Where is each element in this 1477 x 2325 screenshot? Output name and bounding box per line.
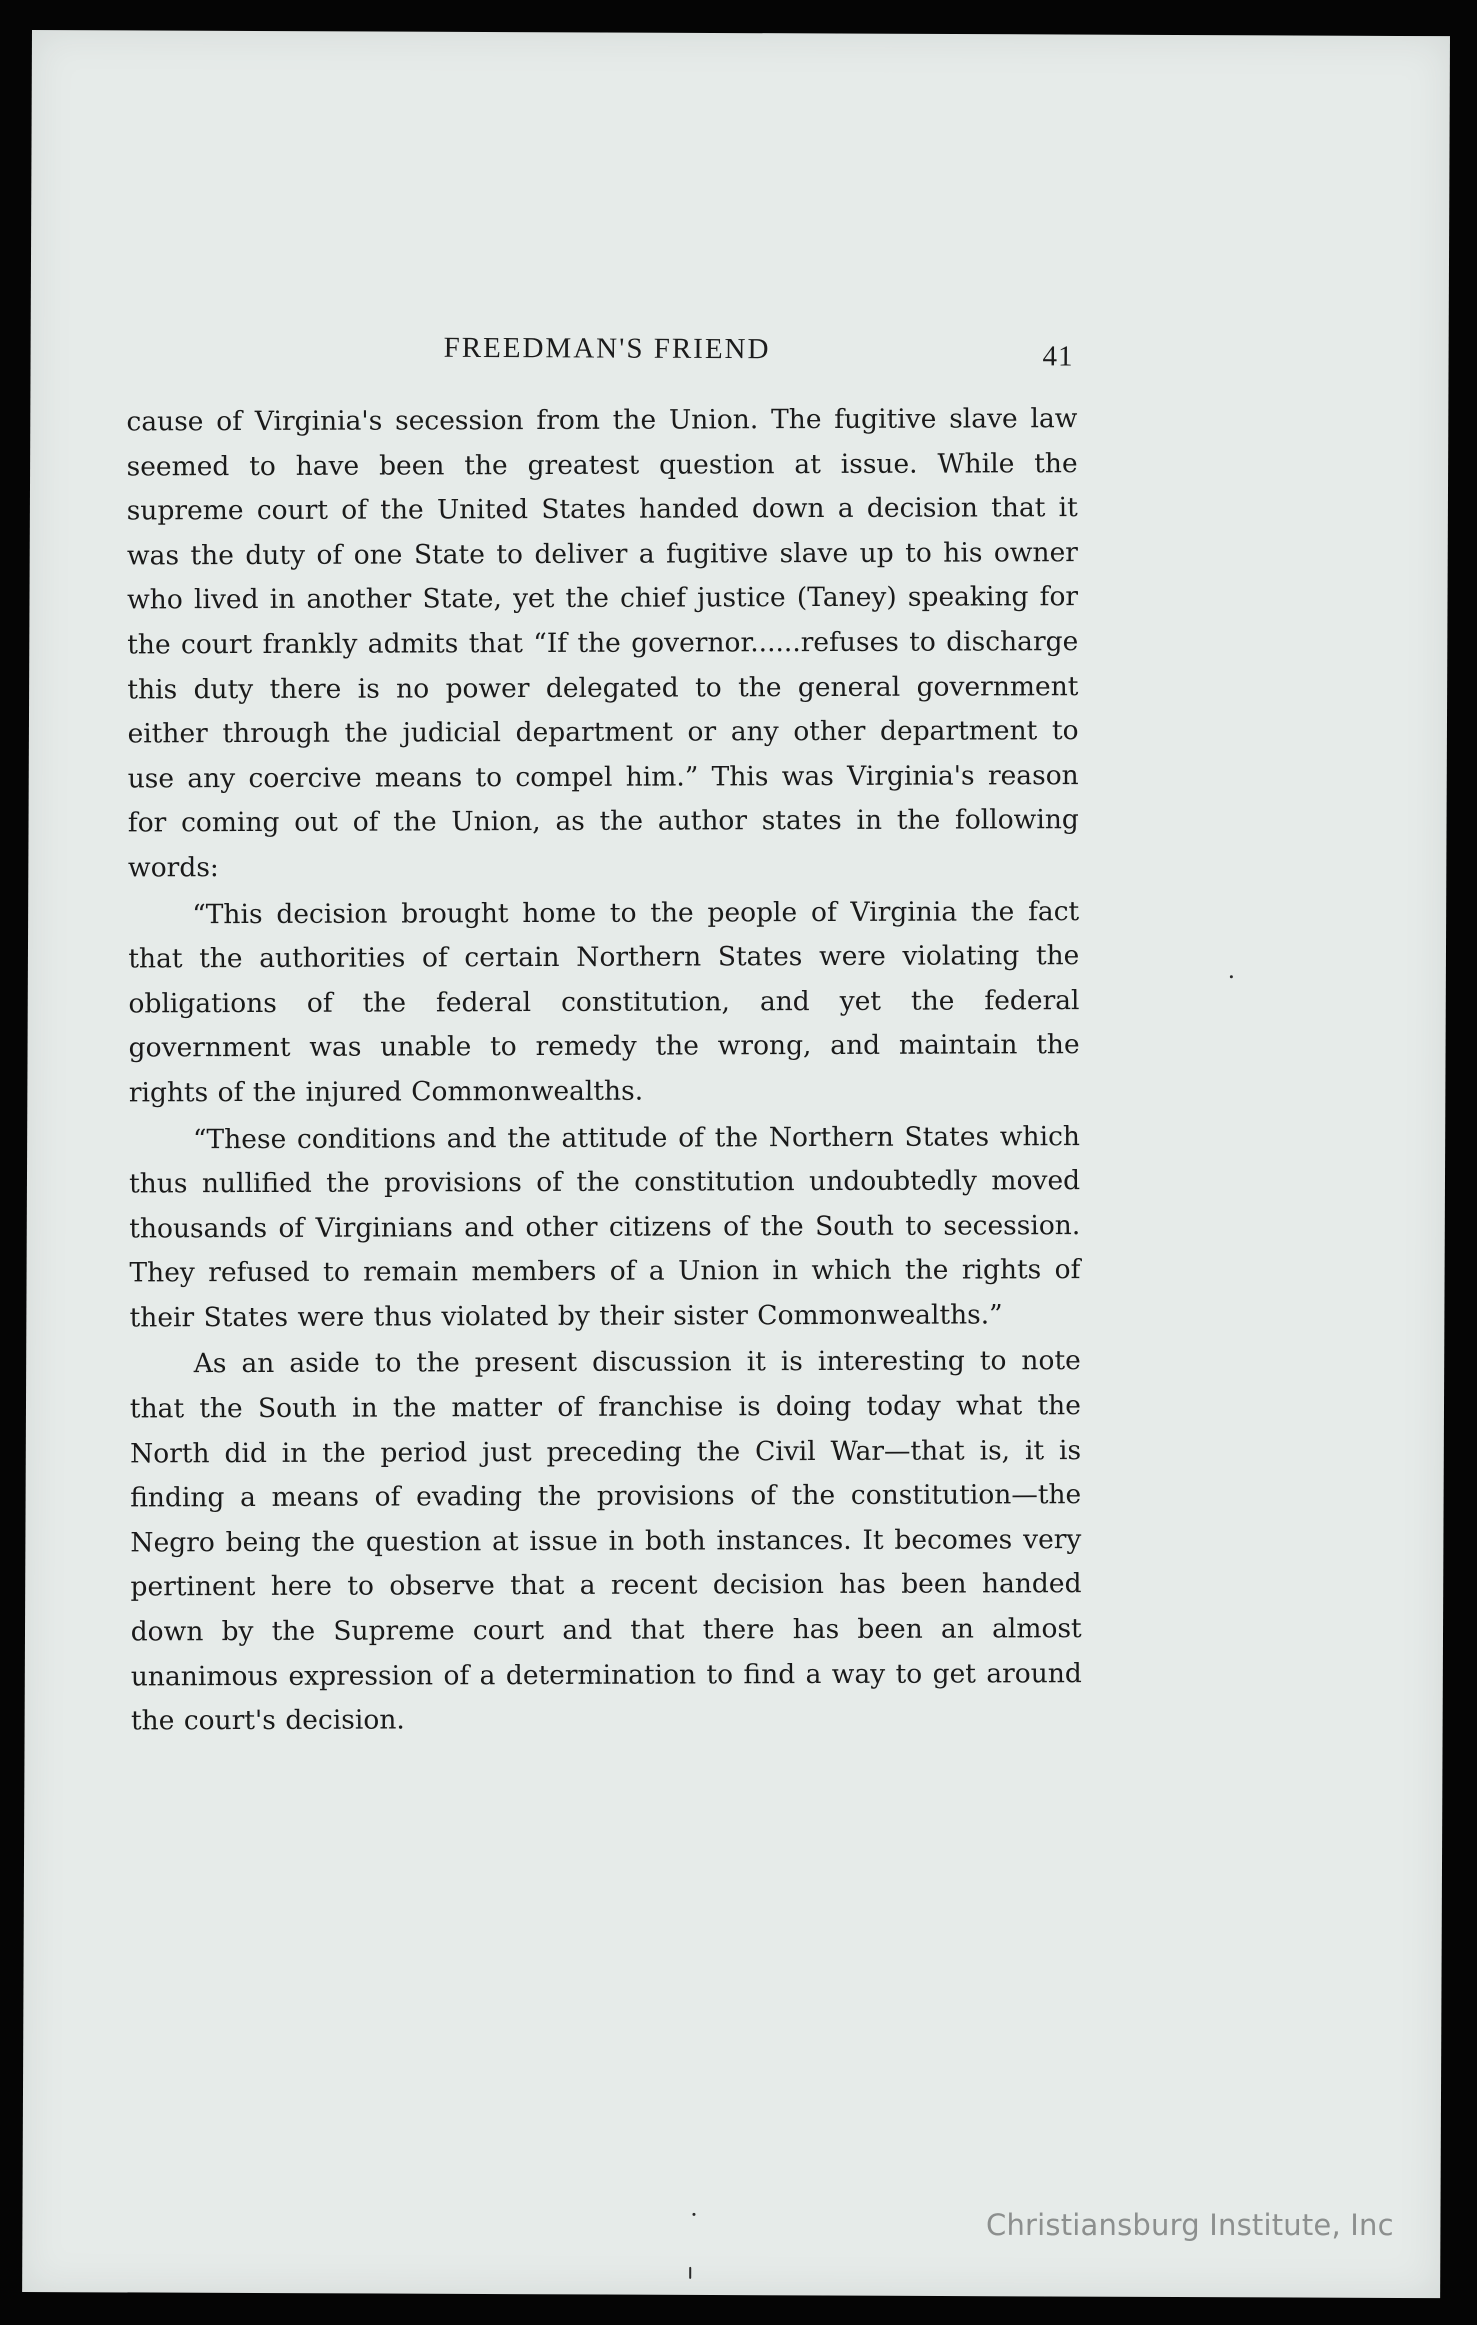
document-page bbox=[22, 30, 1450, 2298]
paragraph-2-quote: “This decision brought home to the people of Virginia the fact that the authorities of certain Northern States were violating the obligations of the federal constitution, and yet the federal government was unable to remedy the wrong, and maintain the rights of the injured Commonwealths. bbox=[128, 895, 1080, 1109]
page-number: 41 bbox=[1042, 340, 1074, 373]
body-text bbox=[126, 397, 1082, 1744]
paragraph-1: cause of Virginia's secession from the Union. The fugitive slave law seemed to have been the greatest question at issue. While the supreme court of the United States handed down a decision that it was the duty of one State to deliver a fugitive slave up to his owner who lived in another State, yet the chief justice (Taney) speaking for the court frankly admits that “If the governor......refuses to discharge this duty there is no power delegated to the general government either through the judicial department or any other department to use any coercive means to compel him.” This was Virginia's reason for coming out of the Union, as the author states in the following words: bbox=[126, 403, 1079, 884]
paper-speck bbox=[692, 2213, 695, 2216]
paragraph-4: As an aside to the present discussion it is interesting to note that the South in the matter of franchise is doing today what the North did in the period just preceding the Civil War—that is, it is finding a means of evading the provisions of the constitution—the Negro being the question at issue in both instances. It becomes very pertinent here to observe that a recent decision has been handed down by the Supreme court and that there has been an almost unanimous expression of a determination to find a way to get around the court's decision. bbox=[129, 1345, 1082, 1737]
running-head-title: FREEDMAN'S FRIEND bbox=[443, 331, 771, 366]
running-head bbox=[30, 330, 1448, 386]
paper-speck bbox=[689, 2267, 691, 2279]
watermark: Christiansburg Institute, Inc bbox=[986, 2208, 1394, 2242]
paragraph-3-quote: “These conditions and the attitude of the Northern States which thus nullified the provisions of the constitution undoubtedly moved thousands of Virginians and other citizens of the South to secession. They refused to remain members of a Union in which the rights of their States were thus violated by their sister Commonwealths.” bbox=[129, 1120, 1081, 1334]
paper-speck bbox=[1230, 975, 1233, 978]
